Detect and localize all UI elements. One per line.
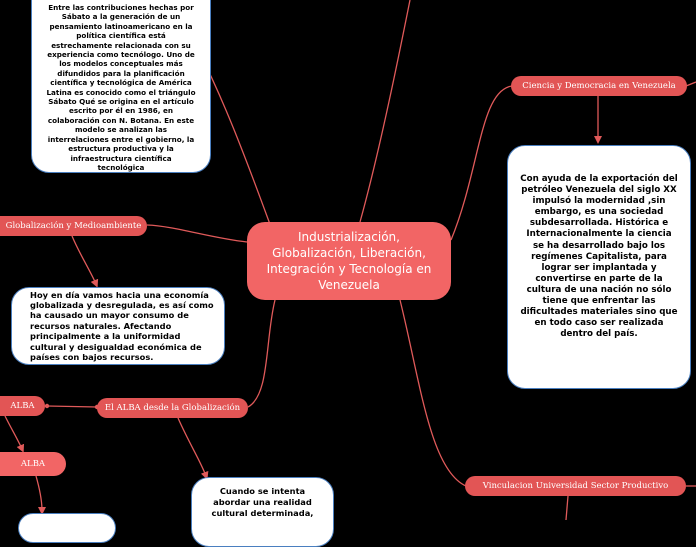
topic-vinculacion-universidad[interactable]	[465, 476, 686, 496]
note-economia-globalizada	[11, 287, 225, 365]
note-petroleo-text: Con ayuda de la exportación del petróleo Venezuela del siglo XX impulsó la modernidad ,sin embargo, es una sociedad subdesarrollada. Histórica e Internacionalmente la ciencia se ha desarrollado bajo los regímenes Capitalista, para lograr ser implantada y convertirse en parte de la cultura de una nación no sólo tiene que enfrentar las dificultades materiales sino que en todo caso ser realizada dentro del país.	[520, 174, 678, 340]
link-central-top	[360, 0, 410, 222]
note-realidad-cultural	[191, 477, 334, 547]
topic-globalizacion-medioambiente[interactable]	[0, 216, 147, 236]
link-central-alba-globalizacion	[248, 300, 275, 407]
link-central-ciencia	[451, 86, 512, 240]
topic-alba-1[interactable]	[0, 396, 45, 416]
link-vinculacion-down	[566, 496, 568, 520]
note-petroleo	[507, 145, 691, 389]
note-sabato-text: Entre las contribuciones hechas por Sábato a la generación de un pensamiento latinoamericano en la política científica está estrechamente relacionada con su experiencia como tecnólogo. Uno de los modelos conceptuales más difundidos para la planificación científica y tecnológica de América Latina es conocido como el triángulo Sábato Qué se origina en el artículo escrito por él en 1986, en colaboración con N. Botana. En este modelo se analizan las interrelaciones entre el gobierno, la estructura productiva y la infraestructura científica tecnológica	[46, 3, 196, 172]
link-central-globalizacion	[147, 225, 247, 242]
note-sabato	[31, 0, 211, 173]
link-albaglob-cultural	[178, 418, 206, 476]
link-ciencia-right	[686, 82, 696, 86]
topic-alba-globalizacion-label: El ALBA desde la Globalización	[104, 403, 241, 413]
note-economia-globalizada-text: Hoy en día vamos hacia una economía globalizada y desregulada, es así como ha causado un mayor consumo de recursos naturales. Afectando principalmente a la uniformidad cultural y desigualdad económica de países con bajos recursos.	[30, 289, 214, 363]
link-central-vinculacion	[400, 300, 466, 486]
link-alba2-down	[36, 476, 42, 511]
central-topic[interactable]	[247, 222, 451, 300]
topic-alba-2[interactable]	[0, 452, 66, 476]
note-realidad-cultural-text: Cuando se intenta abordar una realidad cultural determinada,	[211, 486, 314, 518]
topic-ciencia-democracia-label: Ciencia y Democracia en Venezuela	[522, 81, 676, 91]
link-globalizacion-economia	[72, 236, 96, 284]
topic-globalizacion-medioambiente-label: Globalización y Medioambiente	[5, 221, 142, 231]
link-alba-pair	[47, 406, 97, 407]
topic-alba-1-label: ALBA	[10, 401, 35, 411]
topic-alba-2-label: ALBA	[20, 459, 46, 469]
topic-ciencia-democracia[interactable]	[511, 76, 687, 96]
central-topic-label: Industrialización, Globalización, Liberación, Integración y Tecnología en Venezuela	[266, 230, 432, 292]
topic-vinculacion-universidad-label: Vinculacion Universidad Sector Productivo	[482, 481, 669, 491]
topic-alba-globalizacion[interactable]	[97, 398, 248, 418]
note-alba-partial	[18, 513, 116, 543]
link-alba1-alba2	[5, 416, 22, 449]
